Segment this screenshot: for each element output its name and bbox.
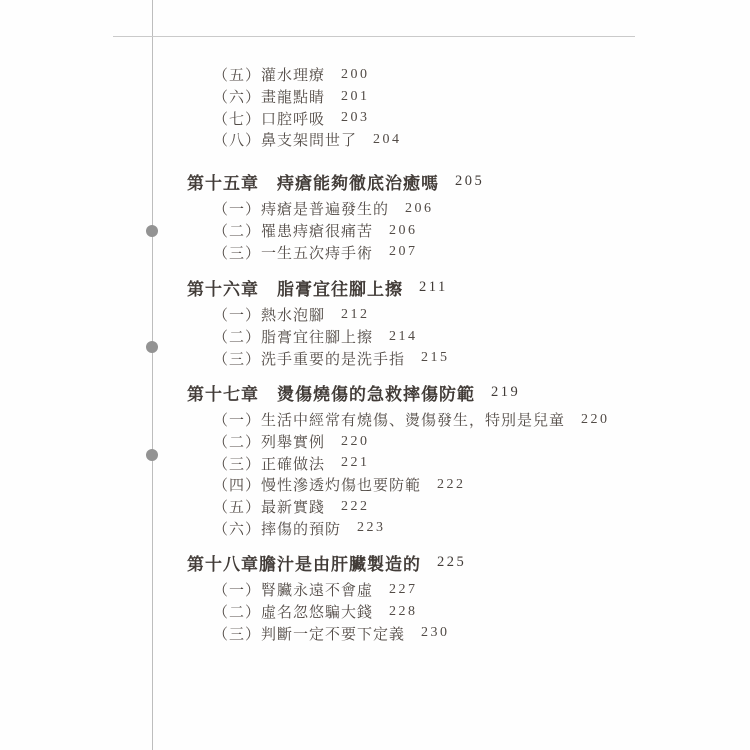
toc-entry-page: 201 xyxy=(341,88,370,104)
toc-entry xyxy=(213,129,710,151)
chapter-page: 225 xyxy=(437,553,467,570)
toc-entry-page: 228 xyxy=(389,603,418,619)
toc-entry xyxy=(213,326,710,348)
toc-entry-page: 203 xyxy=(341,110,370,126)
chapter-heading xyxy=(187,380,710,404)
toc-entry-title: （五）灌水理療 xyxy=(213,68,326,85)
toc-entry xyxy=(213,431,710,453)
toc-entry-title: （六）畫龍點睛 xyxy=(213,90,326,107)
toc-group-chapter-16 xyxy=(187,275,710,369)
toc-entry xyxy=(213,198,710,220)
toc-entry xyxy=(213,579,710,601)
binding-dot xyxy=(146,341,158,353)
toc-entry xyxy=(213,220,710,242)
toc-entry-page: 223 xyxy=(357,520,386,536)
toc-entry-title: （八）鼻支架問世了 xyxy=(213,133,358,150)
toc-entry-title: （一）腎臟永遠不會虛 xyxy=(213,583,374,600)
chapter-title: 第十六章 脂膏宜往腳上擦 xyxy=(187,279,403,299)
toc-entry-title: （七）口腔呼吸 xyxy=(213,111,326,128)
toc-group-chapter-15 xyxy=(187,169,710,263)
toc-entry-title: （一）熱水泡腳 xyxy=(213,308,326,325)
toc-entry-title: （六）摔傷的預防 xyxy=(213,521,342,538)
toc-entry xyxy=(213,474,710,496)
toc-entry-page: 207 xyxy=(389,244,418,260)
page-top-rule xyxy=(113,36,635,37)
toc-entry xyxy=(213,601,710,623)
toc-entry xyxy=(213,409,710,431)
toc-entry-title: （三）一生五次痔手術 xyxy=(213,245,374,262)
chapter-title: 第十七章 燙傷燒傷的急救摔傷防範 xyxy=(187,384,475,404)
toc-entry xyxy=(213,107,710,129)
toc-entry-title: （二）列舉實例 xyxy=(213,435,326,452)
chapter-page: 219 xyxy=(491,383,521,400)
toc-entry xyxy=(213,64,710,86)
toc-entry-title: （一）痔瘡是普遍發生的 xyxy=(213,202,390,219)
toc-entry-title: （三）正確做法 xyxy=(213,456,326,473)
toc-entry-title: （二）脂膏宜往腳上擦 xyxy=(213,330,374,347)
toc-entry-page: 220 xyxy=(581,411,610,427)
toc-entry-page: 212 xyxy=(341,306,370,322)
toc-entry-page: 222 xyxy=(437,476,466,492)
toc-entry-title: （二）虛名忽悠騙大錢 xyxy=(213,605,374,622)
toc-entry-page: 215 xyxy=(421,350,450,366)
toc-entry xyxy=(213,86,710,108)
toc-entry-page: 206 xyxy=(389,222,418,238)
toc-entry xyxy=(213,241,710,263)
toc-entry xyxy=(213,347,710,369)
binding-dot xyxy=(146,225,158,237)
toc-entry-page: 200 xyxy=(341,66,370,82)
toc-entry xyxy=(213,304,710,326)
toc-entry-title: （四）慢性滲透灼傷也要防範 xyxy=(213,478,422,495)
toc-entry-title: （一）生活中經常有燒傷、燙傷發生，特別是兒童 xyxy=(213,413,566,430)
chapter-page: 205 xyxy=(455,172,485,189)
toc-entry xyxy=(213,517,710,539)
toc-entry-title: （三）洗手重要的是洗手指 xyxy=(213,351,406,368)
toc-group-chapter-17 xyxy=(187,380,710,539)
toc-entry-page: 221 xyxy=(341,455,370,471)
chapter-heading xyxy=(187,275,710,299)
chapter-heading xyxy=(187,169,710,193)
chapter-page: 211 xyxy=(419,278,448,295)
toc-entry-title: （三）判斷一定不要下定義 xyxy=(213,626,406,643)
toc-entry xyxy=(213,452,710,474)
toc-entry-page: 227 xyxy=(389,581,418,597)
chapter-title: 第十五章 痔瘡能夠徹底治癒嗎 xyxy=(187,173,439,193)
toc-entry-page: 204 xyxy=(373,131,402,147)
toc-entry-page: 206 xyxy=(405,200,434,216)
toc-entry-page: 222 xyxy=(341,498,370,514)
chapter-title: 第十八章膽汁是由肝臟製造的 xyxy=(187,554,421,574)
toc-entry xyxy=(213,622,710,644)
toc-entry-page: 214 xyxy=(389,328,418,344)
toc-entry xyxy=(213,496,710,518)
chapter-heading xyxy=(187,550,710,574)
toc-entry-title: （二）罹患痔瘡很痛苦 xyxy=(213,224,374,241)
toc-group-leading xyxy=(187,64,710,151)
toc-entry-page: 220 xyxy=(341,433,370,449)
binding-dot xyxy=(146,449,158,461)
toc-entry-page: 230 xyxy=(421,625,450,641)
toc-entry-title: （五）最新實踐 xyxy=(213,500,326,517)
toc-group-chapter-18 xyxy=(187,550,710,644)
page-left-rule xyxy=(152,0,153,750)
